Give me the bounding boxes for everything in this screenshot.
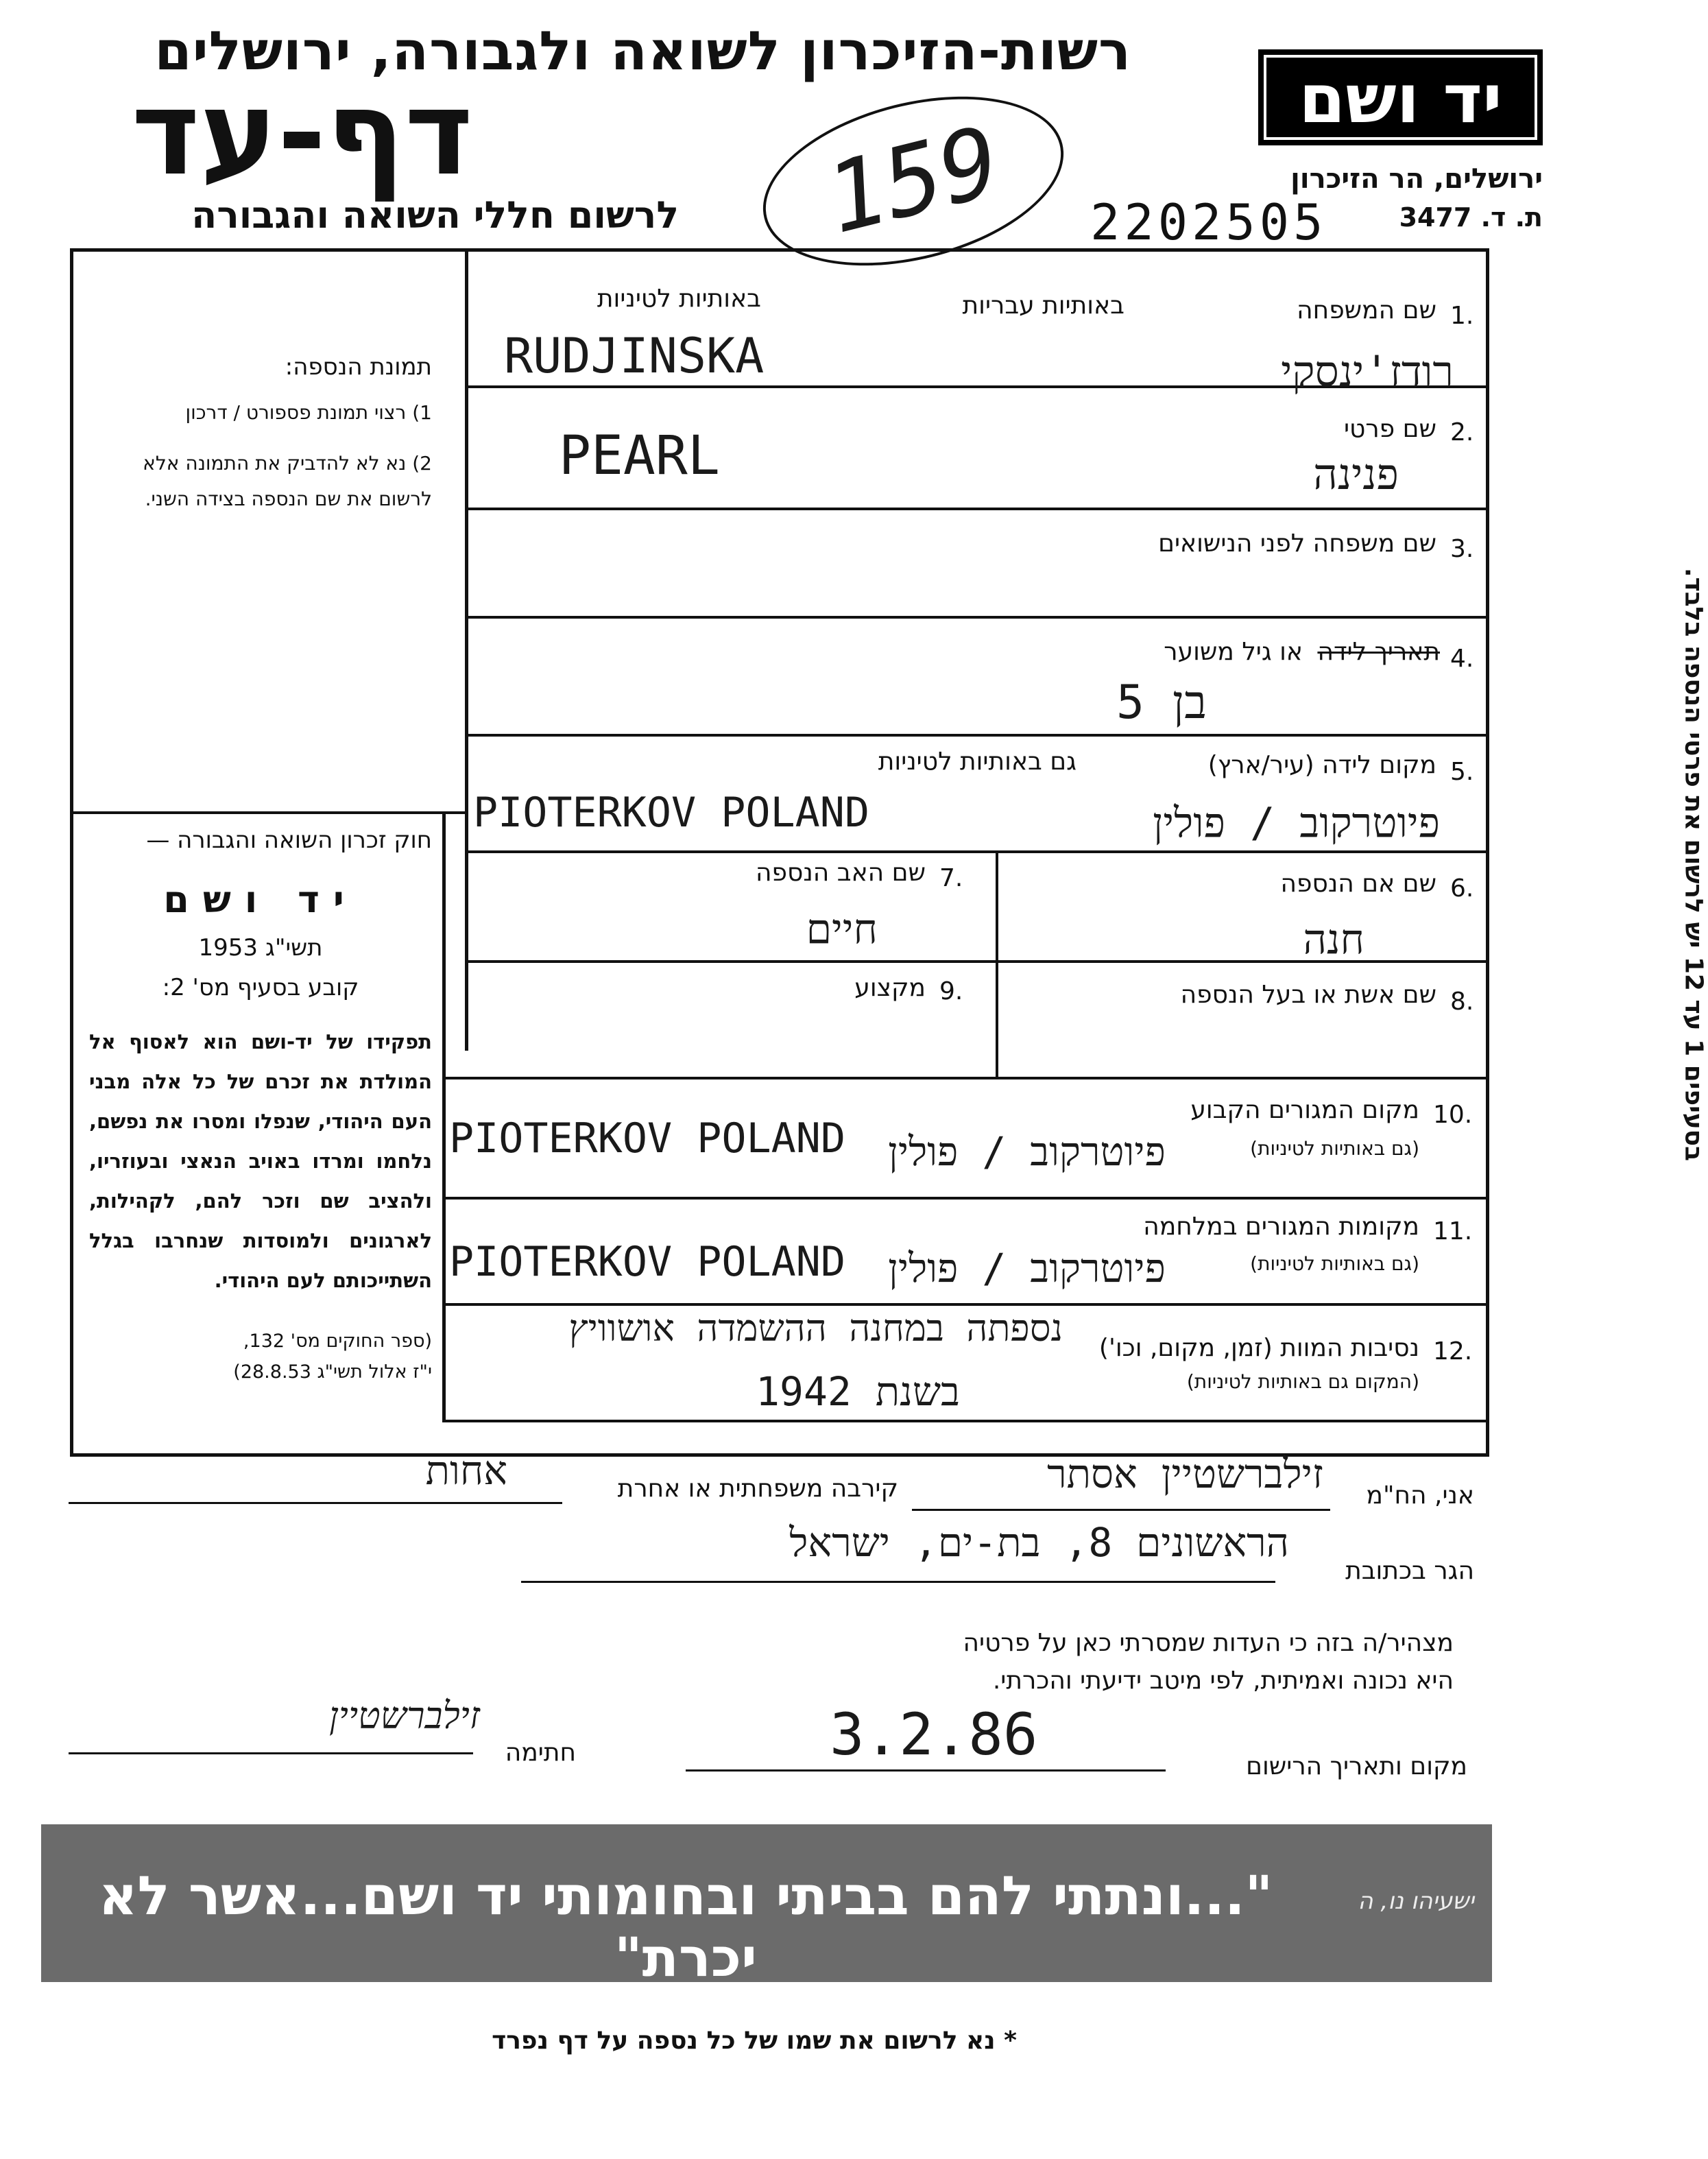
field-2-num: 2.: [1450, 418, 1474, 446]
field-1-hebrew-hdr: באותיות עבריות: [962, 291, 1124, 320]
field-11-value-latin: PIOTERKOV POLAND: [449, 1238, 845, 1286]
circled-number-text: 159: [815, 105, 1011, 257]
declarant-line: [912, 1509, 1330, 1511]
address-label: הגר בכתובת: [1345, 1557, 1474, 1585]
row-line-5: [465, 850, 1489, 853]
declarant-label: אני, הח"מ: [1366, 1481, 1474, 1510]
field-1-latin-hdr: באותיות לטיניות: [597, 285, 761, 313]
field-5-num: 5.: [1450, 758, 1474, 786]
field-11-num: 11.: [1433, 1217, 1473, 1245]
field-7-label: שם האב הנספה: [756, 859, 926, 887]
row-line-7: [442, 1077, 1489, 1080]
field-5-latin-hdr: גם באותיות לטיניות: [878, 748, 1076, 776]
photo-note-2: 2) נא לא להדביק את התמונה אלא לרשום את שם הנספה בצידה השני.: [143, 452, 432, 510]
law-year: תשי"ג 1953: [198, 934, 323, 962]
law-name: יד ושם: [163, 878, 358, 921]
field-10-value-latin: PIOTERKOV POLAND: [449, 1114, 845, 1162]
row-line-4: [465, 734, 1489, 737]
field-6-num: 6.: [1450, 874, 1474, 903]
field-5-label: מקום לידה (עיר/ארץ): [1207, 751, 1436, 779]
field-12-value-line2: בשנת 1942: [756, 1368, 960, 1415]
field-6-value: חנה: [1303, 916, 1364, 964]
row-line-2: [465, 508, 1489, 510]
photo-title: תמונת הנספה:: [285, 353, 432, 381]
field-10-num: 10.: [1433, 1101, 1473, 1129]
field-12-label: נסיבות המוות (זמן, מקום, וכו'): [1098, 1334, 1419, 1362]
field-3-label: שם משפחה לפני הנישואים: [1158, 529, 1436, 558]
field-1-label: שם המשפחה: [1297, 296, 1436, 324]
address-value: הראשונים 8, בת-ים, ישראל: [789, 1519, 1289, 1566]
place-date-line: [686, 1769, 1166, 1772]
field-9-num: 9.: [939, 977, 963, 1005]
quote-banner: [41, 1824, 1492, 1989]
panel-divider-upper: [465, 248, 468, 1051]
signature-line: [69, 1752, 473, 1754]
field-7-value: חיים: [806, 905, 878, 953]
banner-quote: "...ונתתי להם בביתי ובחומותי יד ושם...אשר לא יכרת": [98, 1865, 1273, 1989]
field-10-value-hebrew: פיוטרקוב / פולין: [888, 1128, 1166, 1175]
relation-line: [69, 1502, 562, 1504]
law-ref-2: י"ז אלול תשי"ג 28.8.53): [233, 1361, 432, 1383]
field-4-label-struck: תאריך לידה: [1317, 638, 1440, 666]
law-title: חוק זכרון השואה והגבורה —: [146, 826, 432, 854]
row-line-9: [442, 1303, 1489, 1306]
field-1-value-hebrew: רודז'ינסקי: [1281, 346, 1454, 396]
yad-vashem-logo: [1258, 49, 1543, 145]
statement-1: מצהיר/ה בזה כי העדות שמסרתי כאן על פרטיה: [963, 1629, 1454, 1657]
place-date-label: מקום ותאריך הרישום: [1246, 1752, 1467, 1780]
field-11-label: מקומות המגורים במלחמה: [1143, 1213, 1419, 1241]
side-note: בסעיפים 1 עד 12 יש לרשום את פרטי הנספה בלבד.: [1679, 567, 1708, 1162]
signature-value: זילברשטיין: [329, 1694, 480, 1737]
signature-label: חתימה: [505, 1739, 576, 1767]
address: ירושלים, הר הזיכרון: [1290, 163, 1543, 195]
field-11-sub: (גם באותיות לטיניות): [1250, 1252, 1419, 1275]
field-8-label: שם אשת או בעל הנספה: [1180, 981, 1436, 1009]
law-ref-1: (ספר החוקים מס' 132,: [243, 1331, 432, 1352]
left-panel-sep: [70, 811, 468, 814]
banner-source: ישעיהו נו, ה: [1358, 1887, 1474, 1915]
field-4-num: 4.: [1450, 645, 1474, 673]
field-2-value-latin: PEARL: [559, 425, 720, 487]
relation-value: אחות: [425, 1447, 507, 1494]
field-8-num: 8.: [1450, 988, 1474, 1016]
po-box: ת. ד. 3477: [1399, 202, 1543, 232]
col-line-6-7: [996, 850, 998, 1077]
field-1-value-latin: RUDJINSKA: [504, 328, 765, 384]
field-4-label: או גיל משוער: [1164, 638, 1303, 666]
serial-number: 2202505: [1090, 193, 1327, 251]
declarant-value: זילברשטיין אסתר: [1047, 1451, 1323, 1497]
authority-title: רשות-הזיכרון לשואה ולגבורה, ירושלים: [154, 21, 1131, 82]
field-5-value-latin: PIOTERKOV POLAND: [473, 789, 869, 837]
field-1-num: 1.: [1450, 302, 1474, 330]
row-line-3: [465, 616, 1489, 619]
logo-text: יד ושם: [1264, 55, 1537, 140]
field-9-label: מקצוע: [854, 974, 926, 1002]
relation-label: קירבה משפחתית או אחרת: [617, 1475, 898, 1503]
field-4-value: בן 5: [1116, 676, 1207, 730]
form-subtitle: לרשום חללי השואה והגבורה: [191, 193, 679, 237]
field-10-sub: (גם באותיות לטיניות): [1250, 1137, 1419, 1160]
field-2-value-hebrew: פנינה: [1313, 449, 1399, 499]
field-5-value-hebrew: פיוטרקוב / פולין: [1153, 799, 1440, 847]
field-2-label: שם פרטי: [1343, 415, 1436, 443]
field-11-value-hebrew: פיוטרקוב / פולין: [888, 1245, 1166, 1291]
field-12-sub: (המקום גם באותיות לטיניות): [1186, 1370, 1419, 1393]
law-text: תפקידו של יד-ושם הוא לאסוף אל המולדת את זכרם של כל אלה מבני העם היהודי, שנפלו ומסרו את נפשם, נלחמו ומרדו באויב הנאצי ובעוזריו, ולהציב שם וזכר להם, לקהילות, לארגונים ולמוסדות שנחרבו בגלל השתייכותם לעם היהודי.: [89, 1030, 432, 1292]
photo-note-1: 1) רצוי תמונת פספורט / דרכון: [185, 401, 432, 424]
field-3-num: 3.: [1450, 535, 1474, 563]
field-12-value-line1: נספתה במחנה ההשמדה אושוויץ: [568, 1307, 1063, 1350]
footer-note: * נא לרשום את שמו של כל נספה על דף נפרד: [492, 2027, 1017, 2055]
row-line-10: [442, 1420, 1489, 1422]
statement-2: היא נכונה ואמיתית, לפי מיטב ידיעתי והכרתי.: [992, 1667, 1454, 1695]
field-12-num: 12.: [1433, 1337, 1473, 1365]
field-7-num: 7.: [939, 864, 963, 892]
field-6-label: שם אם הנספה: [1280, 870, 1436, 898]
form-title: דף-עד: [131, 66, 473, 202]
row-line-8: [442, 1197, 1489, 1200]
place-date-value: 3.2.86: [830, 1701, 1038, 1768]
field-10-label: מקום המגורים הקבוע: [1190, 1096, 1419, 1124]
address-line: [521, 1581, 1275, 1583]
law-clause: קובע בסעיף מס' 2:: [162, 974, 359, 1001]
